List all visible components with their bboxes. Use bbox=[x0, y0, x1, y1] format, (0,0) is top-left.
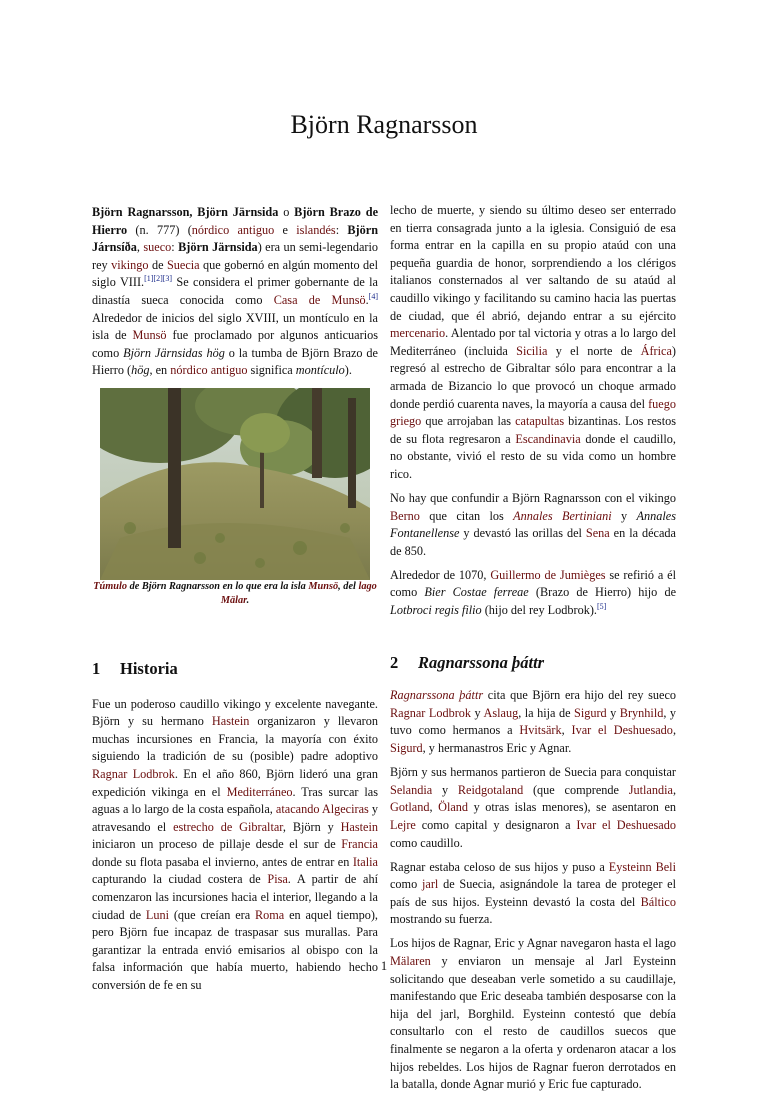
link-sueco[interactable]: sueco bbox=[143, 240, 172, 255]
link-lejre[interactable]: Lejre bbox=[390, 817, 416, 832]
text: iniciaron un proceso de pillaje desde el sur de bbox=[92, 837, 342, 852]
italic-term: montículo bbox=[295, 363, 345, 378]
text: y el norte de bbox=[547, 343, 641, 358]
text: en aquel tiempo), pero Björn fue incapaz de traspasar sus murallas. Para garantizar la entrada envió emisarios al obispo con la falsa información que había muerto, habiendo hecho conversión de fe en su bbox=[92, 907, 378, 993]
section-title: Ragnarssona þáttr bbox=[418, 652, 545, 672]
historia-paragraph bbox=[92, 696, 378, 995]
text: y bbox=[606, 705, 620, 720]
page-number: 1 bbox=[380, 959, 388, 973]
text: en la década de 850. bbox=[390, 526, 676, 558]
text: No hay que confundir a Björn Ragnarsson con el vikingo bbox=[390, 491, 676, 505]
text: o bbox=[278, 205, 295, 219]
text: fue proclamado por algunos anticuarios como bbox=[92, 328, 378, 360]
link-reidgotaland[interactable]: Reidgotaland bbox=[457, 782, 524, 797]
link-gotland[interactable]: Gotland bbox=[390, 800, 430, 815]
italic-term: hög bbox=[131, 363, 150, 378]
link-lago-malar[interactable]: lago Mälar bbox=[220, 580, 377, 606]
link-baltico[interactable]: Báltico bbox=[640, 894, 676, 909]
text: . bbox=[246, 594, 250, 606]
link-brynhild[interactable]: Brynhild bbox=[619, 705, 664, 720]
bold-name: Björn Brazo de Hierro bbox=[92, 205, 379, 237]
link-ragnar-lodbrok[interactable]: Ragnar Lodbrok bbox=[390, 705, 472, 720]
link-jutlandia[interactable]: Jutlandia bbox=[628, 782, 673, 797]
text: , bbox=[672, 723, 676, 738]
text: . Tras surcar las aguas a lo largo de la costa española, bbox=[92, 784, 379, 817]
link-ragnarssona-thattr[interactable]: Ragnarssona þáttr bbox=[390, 688, 484, 703]
text: , Björn y bbox=[282, 819, 341, 834]
text: . Alentado por tal victoria y otras a lo largo del Mediterráneo (incluida bbox=[390, 326, 676, 358]
reference-link[interactable]: [1][2][3] bbox=[144, 274, 173, 284]
text: Los hijos de Ragnar, Eric y Agnar navegaron hasta el lago bbox=[390, 936, 676, 951]
text: cita que Björn era hijo del rey sueco bbox=[483, 688, 677, 703]
link-italia[interactable]: Italia bbox=[352, 854, 378, 869]
historia-paragraph-continued bbox=[390, 202, 676, 484]
section-heading-ragnarssona-thattr bbox=[390, 654, 676, 672]
link-guillermo-de-jumieges[interactable]: Guillermo de Jumièges bbox=[490, 567, 606, 582]
link-malaren[interactable]: Mälaren bbox=[390, 954, 431, 969]
link-ivar-el-deshuesado[interactable]: Ivar el Deshuesado bbox=[571, 723, 673, 738]
text: (que comprende bbox=[523, 782, 629, 797]
link-sigurd[interactable]: Sigurd bbox=[574, 705, 607, 720]
text: de Suecia, asignándole la tarea de proteger el país de sus hijos. Eysteinn devastó la costa del bbox=[390, 877, 677, 909]
text: , bbox=[561, 723, 572, 738]
text: , la hija de bbox=[518, 705, 575, 720]
link-africa[interactable]: África bbox=[640, 343, 672, 358]
link-nordico-antiguo[interactable]: nórdico antiguo bbox=[191, 222, 275, 237]
link-suecia[interactable]: Suecia bbox=[166, 257, 200, 272]
link-ragnar-lodbrok[interactable]: Ragnar Lodbrok bbox=[92, 766, 175, 781]
text: ) regresó al estrecho de Gibraltar sólo para encontrar a la armada de Bizancio lo que provocó un choque armado donde perdió cuarenta naves, la mayoría a causa del bbox=[390, 343, 676, 411]
text: mostrando su fuerza. bbox=[390, 912, 493, 927]
photo-caption bbox=[92, 580, 378, 608]
text: y bbox=[611, 508, 637, 523]
link-eysteinn-beli[interactable]: Eysteinn Beli bbox=[608, 859, 676, 874]
text: organizaron y llevaron muchas incursiones en Francia, la mayoría con éxito siguiendo la tradición de su (posible) padre adoptivo bbox=[92, 714, 378, 764]
link-ivar-el-deshuesado[interactable]: Ivar el Deshuesado bbox=[576, 817, 676, 832]
text: significa bbox=[247, 363, 296, 378]
text: (que creían era bbox=[169, 907, 255, 922]
tumulus-photo-graphic bbox=[100, 388, 370, 580]
italic-term: Bier Costae ferreae bbox=[424, 585, 529, 600]
text: que gobernó en algún momento del siglo VIII. bbox=[92, 257, 378, 290]
text: y otras islas menores), se asentaron en bbox=[468, 800, 677, 815]
link-hvitsark[interactable]: Hvitsärk bbox=[519, 723, 562, 738]
link-nordico-antiguo[interactable]: nórdico antiguo bbox=[170, 363, 248, 378]
ragnarssona-paragraph-2 bbox=[390, 764, 676, 852]
text: , y tuvo como hermanos a bbox=[390, 705, 677, 738]
tumulus-photo[interactable] bbox=[100, 388, 370, 580]
italic-term: Annales Fontanellense bbox=[390, 508, 676, 541]
link-sicilia[interactable]: Sicilia bbox=[516, 343, 548, 358]
reference-link[interactable]: [4] bbox=[368, 291, 378, 301]
text: , bbox=[136, 240, 144, 255]
link-catapultas[interactable]: catapultas bbox=[515, 414, 565, 429]
link-berno[interactable]: Berno bbox=[390, 508, 420, 523]
text: que citan los bbox=[419, 508, 514, 523]
text: , del bbox=[338, 580, 359, 592]
text: Alrededor de 1070, bbox=[390, 567, 491, 582]
link-islandes[interactable]: islandés bbox=[296, 222, 336, 237]
bold-name: Björn Járnsíða bbox=[92, 222, 379, 255]
section-number: 1 bbox=[92, 658, 101, 678]
bold-name: Björn Ragnarsson, Björn Järnsida bbox=[92, 205, 279, 219]
text: y enviaron un mensaje al Jarl Eysteinn solicitando que deseaban verle sometido a su caudillaje, manifestando que Eric deseaba también desposarse con la hija del jarl, Borghild. Eysteinn contestó que debía consultarlo con el resto de caudillos suecos que finalmente se negaron a la oferta y ordenaron atacar a los hijos rebeldes. Los hijos de Ragnar fueron derrotados en la batalla, donde Agnar murió y Eric fue capturado. bbox=[390, 954, 676, 1092]
section-number: 2 bbox=[390, 652, 399, 672]
text: y atravesando el bbox=[92, 802, 378, 834]
text: y bbox=[432, 782, 458, 797]
text: como capital y designaron a bbox=[415, 817, 577, 832]
link-fuego-griego[interactable]: fuego griego bbox=[390, 396, 676, 429]
text: ). bbox=[344, 363, 352, 378]
link-casa-de-munso[interactable]: Casa de Munsö bbox=[273, 292, 366, 307]
text: (Brazo de Hierro) hijo de bbox=[528, 585, 677, 600]
link-mercenario[interactable]: mercenario bbox=[390, 326, 446, 341]
link-mediterraneo[interactable]: Mediterráneo bbox=[226, 784, 293, 799]
link-francia[interactable]: Francia bbox=[341, 837, 378, 852]
jumieges-paragraph bbox=[390, 567, 676, 620]
link-selandia[interactable]: Selandia bbox=[390, 782, 433, 797]
text: ) era un semi-legendario rey bbox=[92, 240, 379, 272]
text: (hijo del rey Lodbrok). bbox=[481, 603, 597, 618]
text: como bbox=[390, 877, 422, 892]
left-column bbox=[92, 204, 378, 1001]
text: que arrojaban las bbox=[421, 414, 516, 429]
link-annales-bertiniani[interactable]: Annales Bertiniani bbox=[513, 508, 612, 523]
link-roma[interactable]: Roma bbox=[254, 907, 285, 922]
link-pisa[interactable]: Pisa bbox=[267, 872, 288, 887]
link-hastein[interactable]: Hastein bbox=[340, 819, 378, 834]
text: Se considera el primer gobernante de la dinastía sueca conocida como bbox=[92, 275, 378, 307]
text: donde el caudillo, no obstante, vivió el resto de su vida como un hombre rico. bbox=[390, 431, 676, 481]
text: Alrededor de inicios del siglo XVIII, un montículo en la isla de bbox=[92, 310, 378, 343]
link-sigurd[interactable]: Sigurd bbox=[390, 741, 423, 756]
text: Ragnar estaba celoso de sus hijos y puso a bbox=[390, 859, 609, 874]
text: como caudillo. bbox=[390, 835, 463, 850]
section-heading-historia bbox=[92, 660, 378, 678]
text: . bbox=[365, 292, 369, 307]
text: de Björn Ragnarsson en lo que era la isla bbox=[127, 580, 309, 592]
link-munso[interactable]: Munsö bbox=[308, 580, 339, 592]
text: lecho de muerte, y siendo su último deseo ser enterrado en tierra consagrada junto a la iglesia. Consiguió de esa forma entrar en la capilla en su propio ataúd con una pequeña guardia de honor, sorprendiendo a los clérigos italianos consternados al ver saltando de su ataúd al caudillo vikingo y facilitando su camino hacia las puertas de ciudad, que él abrió, dejando entrar a su ejército bbox=[390, 203, 676, 323]
italic-term: Lotbroci regis filio bbox=[390, 603, 482, 618]
link-estrecho-de-gibraltar[interactable]: estrecho de Gibraltar bbox=[173, 819, 283, 834]
link-luni[interactable]: Luni bbox=[145, 907, 170, 922]
text: Fue un poderoso caudillo vikingo y excelente navegante. Björn y su hermano bbox=[92, 696, 378, 729]
link-atacando-algeciras[interactable]: atacando Algeciras bbox=[275, 802, 369, 817]
text: , bbox=[429, 800, 439, 815]
page-title: Björn Ragnarsson bbox=[290, 110, 478, 139]
text: capturando la ciudad costera de bbox=[92, 872, 268, 887]
text: , y hermanastros Eric y Agnar. bbox=[422, 741, 572, 756]
link-vikingo[interactable]: vikingo bbox=[111, 257, 149, 272]
text: y bbox=[471, 705, 484, 720]
link-munso[interactable]: Munsö bbox=[132, 328, 167, 343]
text: donde su flota pasaba el invierno, antes de entrar en bbox=[92, 854, 353, 869]
text: y devastó las orillas del bbox=[459, 526, 586, 541]
text: o la tumba de Björn Brazo de Hierro ( bbox=[92, 345, 378, 378]
link-jarl[interactable]: jarl bbox=[421, 877, 439, 892]
intro-paragraph bbox=[92, 204, 378, 380]
ragnarssona-paragraph-1 bbox=[390, 687, 676, 757]
berno-paragraph bbox=[390, 490, 676, 560]
text: . En el año 860, Björn lideró una gran expedición vikinga en el bbox=[92, 766, 378, 799]
link-tumulo[interactable]: Túmulo bbox=[93, 580, 127, 592]
link-aslaug[interactable]: Aslaug bbox=[483, 705, 519, 720]
italic-term: Björn Järnsidas hög bbox=[123, 345, 225, 360]
section-title: Historia bbox=[120, 658, 178, 678]
ragnarssona-paragraph-3 bbox=[390, 859, 676, 929]
text: . A partir de ahí comenzaron las incursiones hacia el interior, llegando a la ciudad de bbox=[92, 872, 378, 922]
text: : bbox=[171, 240, 179, 255]
text: se refirió a él como bbox=[390, 567, 676, 600]
bold-name: Björn Järnsida bbox=[178, 240, 258, 255]
link-hastein[interactable]: Hastein bbox=[211, 714, 250, 729]
text: e bbox=[274, 222, 297, 237]
text: , en bbox=[149, 363, 171, 378]
link-escandinavia[interactable]: Escandinavia bbox=[515, 431, 581, 446]
link-oland[interactable]: Öland bbox=[438, 800, 469, 815]
text: de bbox=[148, 257, 167, 272]
text: Björn y sus hermanos partieron de Suecia para conquistar bbox=[390, 765, 676, 780]
reference-link[interactable]: [5] bbox=[596, 601, 607, 611]
text: (n. 777) ( bbox=[127, 222, 192, 237]
link-sena[interactable]: Sena bbox=[585, 526, 610, 541]
text: bizantinas. Los restos de su flota regresaron a bbox=[390, 414, 676, 446]
text: : bbox=[335, 222, 348, 237]
text: , bbox=[672, 782, 677, 797]
